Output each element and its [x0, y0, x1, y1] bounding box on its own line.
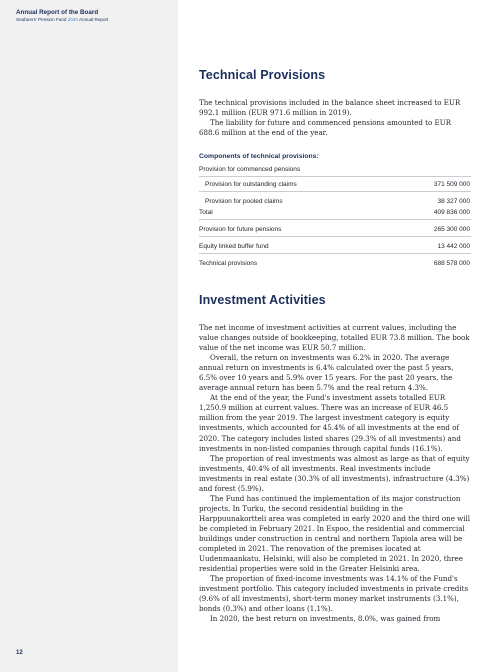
table-row [199, 260, 471, 267]
paragraph: At the end of the year, the Fund's investment assets totalled EUR 1,250.9 million at current values. There was an increase of EUR 46.5 million from the year 2019. The largest investment category is equity investments, which accounted for 45.4% of all investments at the end of 2020. The category includes listed shares (29.3% of all investments) and investments in non-listed companies through capital funds (16.1%). [199, 393, 461, 453]
technical-provisions-heading: Technical Provisions [199, 68, 326, 82]
paragraph: In 2020, the best return on investments, 8.0%, was gained from [210, 614, 441, 624]
paragraph: Overall, the return on investments was 6.2% in 2020. The average annual return on investments is 6.4% calculated over the past 5 years, 6.5% over 10 years and 5.9% over 15 years. For the past 20 years, the average annual return has been 5.7% and the real return 4.3%. [199, 353, 454, 393]
table-row [199, 181, 471, 192]
report-subtitle [16, 17, 108, 23]
row-label: Provision for pooled claims [205, 198, 283, 205]
table-row [199, 243, 471, 254]
table-row [199, 166, 471, 177]
report-subtitle-year: 2020 [67, 17, 78, 22]
row-label: Equity linked buffer fund [199, 243, 269, 250]
row-label: Technical provisions [199, 260, 258, 267]
row-value: 38 327 000 [437, 198, 470, 205]
row-value: 688 578 000 [433, 260, 470, 267]
table-row [199, 226, 471, 237]
sidebar-panel [0, 0, 178, 672]
technical-provisions-text [199, 98, 471, 138]
row-value: 265 300 000 [433, 226, 470, 233]
paragraph: The proportion of real investments was almost as large as that of equity investments, 40.4% of all investments. Real investments include investments in real estate (30.3% of all investments), infrastructure (4.3%) and forest (5.9%). [199, 453, 470, 493]
paragraph: The Fund has continued the implementation of its major construction projects. In Turku, the second residential building in the Harppuunakortteli area was completed in early 2020 and the third one will be completed in February 2021. In Espoo, the residential and commercial buildings under construction in central and northern Tapiola area will be completed in 2021. The renovation of the premises located at Uudenmaankatu, Helsinki, will also be completed in 2021. In 2020, three residential properties were sold in the Greater Helsinki area. [199, 493, 471, 574]
row-value: 409 836 000 [433, 209, 470, 216]
report-subtitle-prefix: Seafarers' Pension Fund [16, 17, 68, 22]
table-row [199, 198, 471, 205]
report-header [16, 9, 108, 23]
report-subtitle-suffix: Annual Report [77, 17, 109, 22]
report-title: Annual Report of the Board [16, 9, 99, 16]
components-table-title: Components of technical provisions: [199, 153, 319, 160]
paragraph: The net income of investment activities at current values, including the value changes outside of bookkeeping, totalled EUR 73.8 million. The book value of the net income was EUR 50.7 million. [199, 323, 470, 353]
row-label: Provision for commenced pensions [199, 166, 301, 173]
row-value: 13 442 000 [437, 243, 470, 250]
investment-activities-heading: Investment Activities [199, 293, 326, 307]
investment-activities-text [199, 323, 471, 624]
paragraph: The proportion of fixed-income investments was 14.1% of the Fund's investment portfolio. This category included investments in private credits (9.6% of all investments), short-term money market instruments (3.1%), bonds (0.3%) and other loans (1.1%). [199, 574, 469, 614]
row-value: 371 509 000 [433, 181, 470, 188]
paragraph: The liability for future and commenced pensions amounted to EUR 688.6 million at the end of the year. [199, 118, 452, 138]
paragraph: The technical provisions included in the balance sheet increased to EUR 992.1 million (EUR 971.6 million in 2019). [199, 98, 461, 118]
table-row [199, 209, 471, 220]
row-label: Total [199, 209, 213, 216]
row-label: Provision for future pensions [199, 226, 282, 233]
row-label: Provision for outstanding claims [205, 181, 297, 188]
page-number: 12 [16, 650, 23, 656]
